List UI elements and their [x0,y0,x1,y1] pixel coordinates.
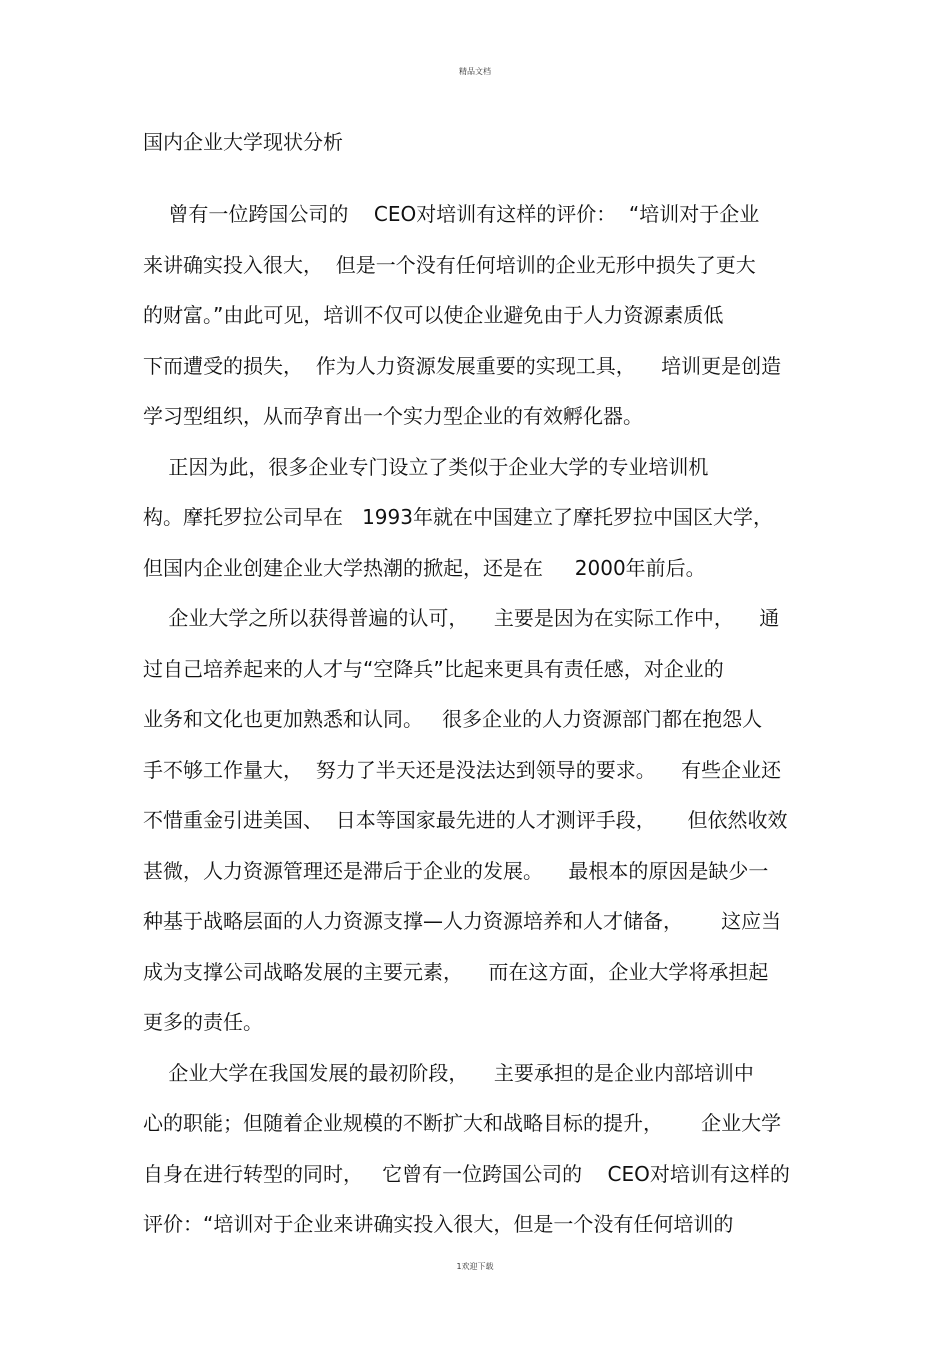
body-text-line: 学习型组织，从而孕育出一个实力型企业的有效孵化器。 [143,404,643,428]
page-footer [0,1261,950,1272]
page-number: 1 [456,1262,462,1271]
body-text-line: 企业大学之所以获得普遍的认可， 主要是因为在实际工作中， 通 [143,606,780,630]
document-title: 国内企业大学现状分析 [143,130,343,154]
body-text-line: 成为支撑公司战略发展的主要元素， 而在这方面，企业大学将承担起 [143,959,769,984]
body-text-line: 不惜重金引进美国、 日本等国家最先进的人才测评手段， 但依然收效 [143,808,788,832]
body-text-line: 心的职能；但随着企业规模的不断扩大和战略目标的提升， 企业大学 [143,1111,782,1135]
body-text-line: 过自己培养起来的人才与“空降兵”比起来更具有责任感，对企业的 [143,656,724,681]
body-text-line: 手不够工作量大， 努力了半天还是没法达到领导的要求。 有些企业还 [143,757,782,782]
body-text-line: 来讲确实投入很大， 但是一个没有任何培训的企业无形中损失了更大 [143,252,756,277]
body-text-line: 下而遭受的损失， 作为人力资源发展重要的实现工具， 培训更是创造 [143,353,782,378]
body-text-line: 更多的责任。 [143,1010,263,1034]
body-text-line: 评价：“培训对于企业来讲确实投入很大，但是一个没有任何培训的 [143,1212,734,1236]
body-text-line: 自身在进行转型的同时， 它曾有一位跨国公司的 CEO对培训有这样的 [143,1161,790,1186]
body-text-line: 甚微，人力资源管理还是滞后于企业的发展。 最根本的原因是缺少一 [143,858,769,883]
header-note: 精品文档 [459,67,491,76]
body-text-line: 但国内企业创建企业大学热潮的掀起，还是在 2000年前后。 [143,555,706,580]
body-text-line: 的财富。”由此可见，培训不仅可以使企业避免由于人力资源素质低 [143,303,724,327]
body-text-line: 种基于战略层面的人力资源支撑—人力资源培养和人才储备， 这应当 [143,909,782,933]
body-text-line: 曾有一位跨国公司的 CEO对培训有这样的评价： “培训对于企业 [143,202,760,226]
footer-note: 欢迎下载 [461,1262,494,1271]
body-text-line: 构。摩托罗拉公司早在 1993年就在中国建立了摩托罗拉中国区大学， [143,505,773,529]
body-text-line: 企业大学在我国发展的最初阶段， 主要承担的是企业内部培训中 [143,1060,754,1085]
body-text-line: 正因为此，很多企业专门设立了类似于企业大学的专业培训机 [143,454,709,479]
body-text-line: 业务和文化也更加熟悉和认同。 很多企业的人力资源部门都在抱怨人 [143,707,763,731]
